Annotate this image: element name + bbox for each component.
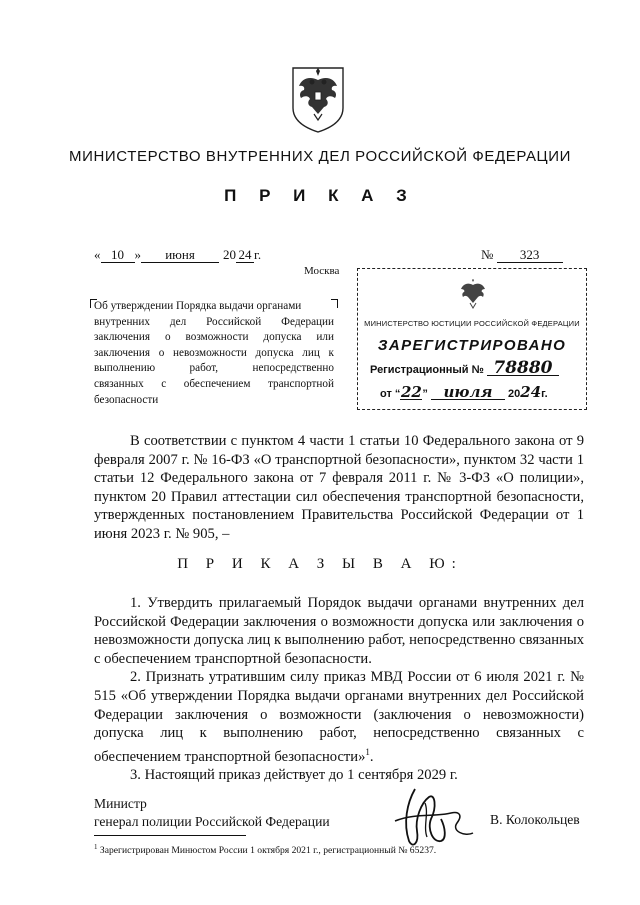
footnote — [94, 843, 436, 856]
item-2-text: 2. Признать утратившим силу приказ МВД России от 6 июля 2021 г. № 515 «Об утверждении Порядка выдачи органами внутренних дел Российской Федерации заключения о возможности (заключения о невозможности) допуска лиц к выполнению работ, непосредственно связанных с обеспечением транспортной безопасности» — [94, 669, 584, 765]
ministry-heading: МИНИСТЕРСТВО ВНУТРЕННИХ ДЕЛ РОССИЙСКОЙ ФЕДЕРАЦИИ — [68, 148, 572, 165]
subject-line: Об утверждении Порядка выдачи органами — [94, 300, 302, 312]
footnote-marker: 1 — [94, 843, 98, 851]
date-month: июня — [141, 248, 219, 263]
subject-line: безопасности — [94, 393, 159, 406]
subject-line: связанных с обеспечением транспортной — [94, 377, 334, 390]
document-type-title: П Р И К А З — [224, 186, 416, 205]
order-subject — [94, 299, 334, 408]
signatory-title-line1: Министр — [94, 796, 147, 811]
signatory-name: В. Колокольцев — [490, 812, 580, 827]
item-2 — [94, 668, 584, 766]
preamble — [94, 432, 584, 544]
item-1: 1. Утвердить прилагаемый Порядок выдачи органами внутренних дел Российской Федерации заключения о возможности допуска или заключения о невозможности допуска лиц к выполнению работ, непосредственно связанных с обеспечением транспортной безопасности. — [94, 595, 584, 667]
stamp-date: от “22” июля 2024г. — [380, 383, 548, 401]
preamble-text: В соответствии с пунктом 4 части 1 статьи 10 Федерального закона от 9 февраля 2007 г. № 16-ФЗ «О транспортной безопасности», пунктом 32 части 1 статьи 12 Федерального закона от 7 февраля 2011 г. № 3-ФЗ «О полиции», пунктом 20 Правил аттестации сил обеспечения транспортной безопасности, утвержденных постановлением Правительства Российской Федерации от 1 июня 2023 г. № 905, – — [94, 433, 584, 542]
subject-line: внутренних дел Российской Федерации — [94, 315, 334, 328]
order-items — [94, 594, 584, 785]
stamp-date-year-prefix: 20 — [508, 388, 521, 400]
order-number-value: 323 — [497, 248, 563, 263]
footnote-text: Зарегистрирован Минюстом России 1 октября 2021 г., регистрационный № 65237. — [99, 845, 437, 857]
date-year-abbr: г. — [254, 247, 262, 262]
stamp-registered: ЗАРЕГИСТРИРОВАНО — [377, 337, 567, 354]
date-day: 10 — [101, 248, 135, 263]
signatory-title-line2: генерал полиции Российской Федерации — [94, 814, 330, 829]
stamp-reg-number-value: 78880 — [487, 361, 559, 376]
number-sign: № — [481, 247, 494, 262]
stamp-reg-number — [370, 358, 559, 378]
stamp-ministry: МИНИСТЕРСТВО ЮСТИЦИИ РОССИЙСКОЙ ФЕДЕРАЦИИ — [364, 319, 580, 328]
footnote-ref: 1 — [365, 746, 370, 757]
subject-line: заключения о возможности допуска или — [94, 331, 334, 344]
footnote-divider — [94, 835, 246, 836]
item-3: 3. Настоящий приказ действует до 1 сентября 2029 г. — [130, 767, 458, 784]
stamp-date-day: 22 — [400, 383, 422, 401]
date-year-prefix: 20 — [223, 247, 236, 262]
subject-bracket-left — [90, 299, 97, 308]
stamp-date-suffix: г. — [541, 388, 548, 400]
date-year-suffix: 24 — [236, 248, 254, 263]
subject-line: заключения о невозможности допуска лиц к — [94, 346, 334, 359]
subject-bracket-right — [331, 299, 338, 308]
subject-line: выполнению работ, непосредственно — [94, 362, 334, 375]
stamp-reg-label: Регистрационный № — [370, 364, 484, 376]
coat-of-arms-emblem — [290, 62, 346, 134]
date-open-quote: « — [94, 247, 101, 262]
stamp-date-label: от — [380, 388, 392, 400]
stamp-date-year-suffix: 24 — [520, 383, 542, 401]
stamp-date-month: июля — [431, 385, 505, 400]
item-2-end: . — [369, 748, 374, 765]
city-label: Москва — [304, 265, 340, 277]
signatory-title — [94, 795, 330, 831]
order-date — [94, 247, 261, 263]
date-close-quote: » — [134, 247, 141, 262]
stamp-emblem-icon — [458, 279, 488, 311]
order-number — [481, 247, 563, 263]
registration-stamp — [357, 268, 587, 410]
decree-heading: П Р И К А З Ы В А Ю: — [177, 556, 463, 572]
